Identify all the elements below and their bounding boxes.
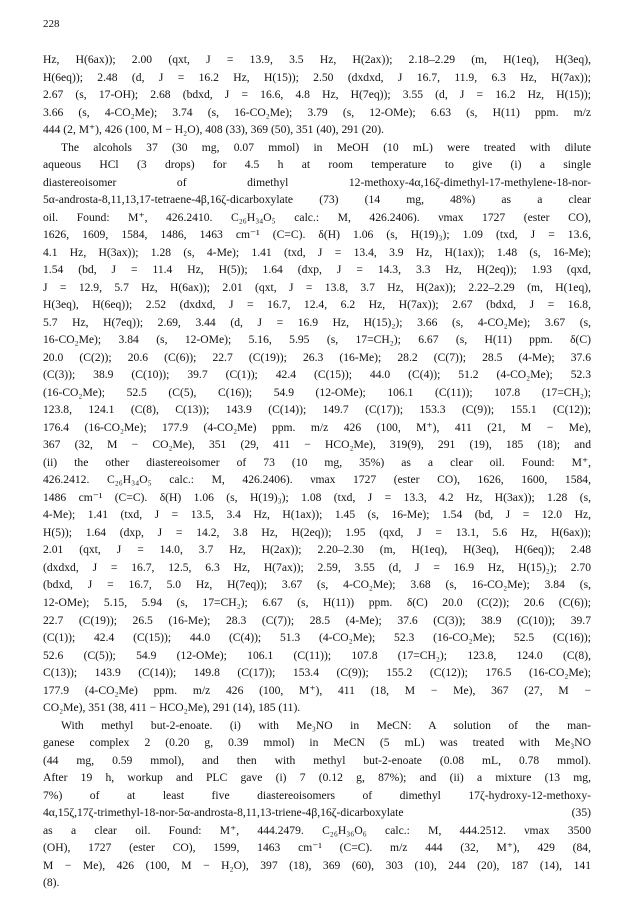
text-line: H(6eq)); 2.48 (d, J = 16.2 Hz, H(15)); 2.50 (dxdxd, J 16.7, 11.9, 6.3 Hz, H(7ax)); [43, 70, 591, 84]
text-line: 1.54 (bd, J = 11.4 Hz, H(5)); 1.64 (dxp, J = 14.3, 3.3 Hz, H(2eq)); 1.93 (qxd, [43, 263, 591, 277]
text-line: 3.66 (s, 4-CO₂Me); 3.74 (s, 16-CO₂Me); 3.79 (s, 12-OMe); 6.63 (s, H(11) ppm. m/z [43, 105, 591, 119]
text-line: H(3eq), H(6eq)); 2.52 (dxdxd, J = 16.7, 12.4, 6.2 Hz, H(7ax)); 2.67 (bdxd, J = 16.8, [43, 298, 591, 312]
text-line: (16-CO₂Me); 52.5 (C(5), C(16)); 54.9 (12-OMe); 106.1 (C(11)); 107.8 (17=CH₂); [43, 385, 591, 399]
text-line: 2.01 (qxt, J = 14.0, 3.7 Hz, H(2ax)); 2.20–2.30 (m, H(1eq), H(3eq), H(6eq)); 2.48 [43, 543, 591, 557]
text-line: (OH), 1727 (ester CO), 1599, 1463 cm⁻¹ (C=C). m/z 444 (32, M⁺), 429 (84, [43, 841, 591, 855]
text-line: After 19 h, workup and PLC gave (i) 7 (0.12 g, 87%); and (ii) a mixture (13 mg, [43, 771, 591, 785]
text-line: 7%) of at least five diastereoisomers of dimethyl 17ζ-hydroxy-12-methoxy- [43, 788, 591, 802]
text-line: 16-CO₂Me); 3.84 (s, 12-OMe); 5.16, 5.95 (s, 17=CH₂); 6.67 (s, H(11) ppm. δ(C) [43, 333, 591, 347]
text-line: 4-Me); 1.41 (txd, J = 13.5, 3.4 Hz, H(1ax)); 1.45 (s, 16-Me); 1.54 (bd, J = 12.0 Hz, [43, 508, 591, 522]
text-line: 177.9 (4-CO₂Me) ppm. m/z 426 (100, M⁺), 411 (18, M − Me), 367 (27, M − [43, 683, 591, 697]
text-line: 5α-androsta-8,11,13,17-tetraene-4β,16ζ-dicarboxylate (73) (14 mg, 48%) as a clear [43, 193, 591, 207]
text-line: 20.0 (C(2)); 20.6 (C(6)); 22.7 (C(19)); 26.3 (16-Me); 28.2 (C(7)); 28.5 (4-Me); 37.6 [43, 350, 591, 364]
text-line: 1486 cm⁻¹ (C=C). δ(H) 1.06 (s, H(19)₃); 1.08 (txd, J = 13.3, 4.2 Hz, H(3ax)); 1.28 (s, [43, 490, 591, 504]
text-line: The alcohols 37 (30 mg, 0.07 mmol) in MeOH (10 mL) were treated with dilute [61, 140, 591, 154]
text-line: as a clear oil. Found: M⁺, 444.2479. C₂₆H₃₆O₆ calc.: M, 444.2512. νmax 3500 [43, 823, 591, 837]
text-line: (44 mg, 0.59 mmol), and then with methyl but-2-enoate (0.08 mL, 0.78 mmol). [43, 753, 591, 767]
text-line: oil. Found: M⁺, 426.2410. C₂₆H₃₄O₅ calc.: M, 426.2406). νmax 1727 (ester CO), [43, 210, 591, 224]
text-line: With methyl but-2-enoate. (i) with Me₃NO in MeCN: A solution of the man- [61, 718, 591, 732]
text-line: Hz, H(6ax)); 2.00 (qxt, J = 13.9, 3.5 Hz, H(2ax)); 2.18–2.29 (m, H(1eq), H(3eq), [43, 53, 591, 66]
body-text [43, 51, 591, 892]
text-line: (8). [43, 876, 60, 890]
text-line: 12-OMe); 5.15, 5.94 (s, 17=CH₂); 6.67 (s, H(11)) ppm. δ(C) 20.0 (C(2)); 20.6 (C(6)); [43, 595, 591, 609]
text-line: 1626, 1609, 1584, 1486, 1463 cm⁻¹ (C=C). δ(H) 1.06 (s, H(19)₃); 1.09 (txd, J = 13.6, [43, 228, 591, 242]
text-line: (C(3)); 38.9 (C(10)); 39.7 (C(1)); 42.4 (C(15)); 44.0 (C(4)); 51.2 (4-CO₂Me); 52.3 [43, 368, 591, 382]
text-line: J = 12.9, 5.7 Hz, H(6ax)); 2.01 (qxt, J = 13.8, 3.7 Hz, H(2ax)); 2.22–2.29 (m, H(1eq), [43, 280, 591, 294]
text-line: 123.8, 124.1 (C(8), C(13)); 143.9 (C(14)); 149.7 (C(17)); 153.3 (C(9)); 155.1 (C(12)); [43, 403, 591, 417]
text-line: 4α,15ζ,17ζ-trimethyl-18-nor-5α-androsta-8,11,13-triene-4β,16ζ-dicarboxylate (35) [43, 806, 591, 820]
text-line: ganese complex 2 (0.20 g, 0.39 mmol) in MeCN (5 mL) was treated with Me₃NO [43, 736, 591, 750]
text-line: (dxdxd, J = 16.7, 12.5, 6.3 Hz, H(7ax)); 2.59, 3.55 (d, J = 16.9 Hz, H(15)₂); 2.70 [43, 560, 591, 574]
text-line: H(5)); 1.64 (dxp, J = 14.2, 3.8 Hz, H(2eq)); 1.95 (qxd, J = 13.1, 5.6 Hz, H(6ax)); [43, 525, 591, 539]
text-line: (ii) the other diastereoisomer of 73 (10 mg, 35%) as a clear oil. Found: M⁺, [43, 455, 591, 469]
text-line: 426.2412. C₂₆H₃₄O₅ calc.: M, 426.2406). νmax 1727 (ester CO), 1626, 1600, 1584, [43, 473, 591, 487]
text-line: CO₂Me), 351 (38, 411 − HCO₂Me), 291 (14), 185 (11). [43, 701, 301, 715]
text-line: 52.6 (C(5)); 54.9 (12-OMe); 106.1 (C(11)); 107.8 (17=CH₂); 123.8, 124.0 (C(8), [43, 648, 591, 662]
text-line: 4.1 Hz, H(3ax)); 1.28 (s, 4-Me); 1.41 (txd, J = 13.4, 3.9 Hz, H(1ax)); 1.48 (s, 16-Me); [43, 245, 591, 259]
text-line: M − Me), 426 (100, M − H₂O), 397 (18), 369 (60), 303 (10), 244 (20), 187 (14), 141 [43, 858, 591, 872]
page-number: 228 [43, 18, 60, 30]
text-line: 444 (2, M⁺), 426 (100, M − H₂O), 408 (33), 369 (50), 351 (40), 291 (20). [43, 123, 384, 137]
text-line: 176.4 (16-CO₂Me); 177.9 (4-CO₂Me) ppm. m/z 426 (100, M⁺), 411 (21, M − Me), [43, 420, 591, 434]
text-line: 367 (32, M − CO₂Me), 351 (29, 411 − HCO₂Me), 319(9), 291 (19), 185 (18); and [43, 438, 591, 452]
text-line: 22.7 (C(19)); 26.5 (16-Me); 28.3 (C(7)); 28.5 (4-Me); 37.6 (C(3)); 38.9 (C(10)); 39.7 [43, 613, 591, 627]
text-line: diastereoisomer of dimethyl 12-methoxy-4α,16ζ-dimethyl-17-methylene-18-nor- [43, 175, 591, 189]
text-line: 5.7 Hz, H(7eq)); 2.69, 3.44 (d, J = 16.9 Hz, H(15)₂); 3.66 (s, 4-CO₂Me); 3.67 (s, [43, 315, 591, 329]
text-line: aqueous HCl (3 drops) for 4.5 h at room temperature to give (i) a single [43, 158, 591, 172]
text-line: (C(1)); 42.4 (C(15)); 44.0 (C(4)); 51.3 (4-CO₂Me); 52.3 (16-CO₂Me); 52.5 (C(16)); [43, 631, 591, 645]
text-line: 2.67 (s, 17-OH); 2.68 (bdxd, J = 16.6, 4.8 Hz, H(7eq)); 3.55 (d, J = 16.2 Hz, H(15)); [43, 88, 591, 102]
text-line: (bdxd, J = 16.7, 5.0 Hz, H(7eq)); 3.67 (s, 4-CO₂Me); 3.68 (s, 16-CO₂Me); 3.84 (s, [43, 578, 591, 592]
text-line: C(13)); 143.9 (C(14)); 149.8 (C(17)); 153.4 (C(9)); 155.2 (C(12)); 176.5 (16-CO₂Me); [43, 666, 591, 680]
